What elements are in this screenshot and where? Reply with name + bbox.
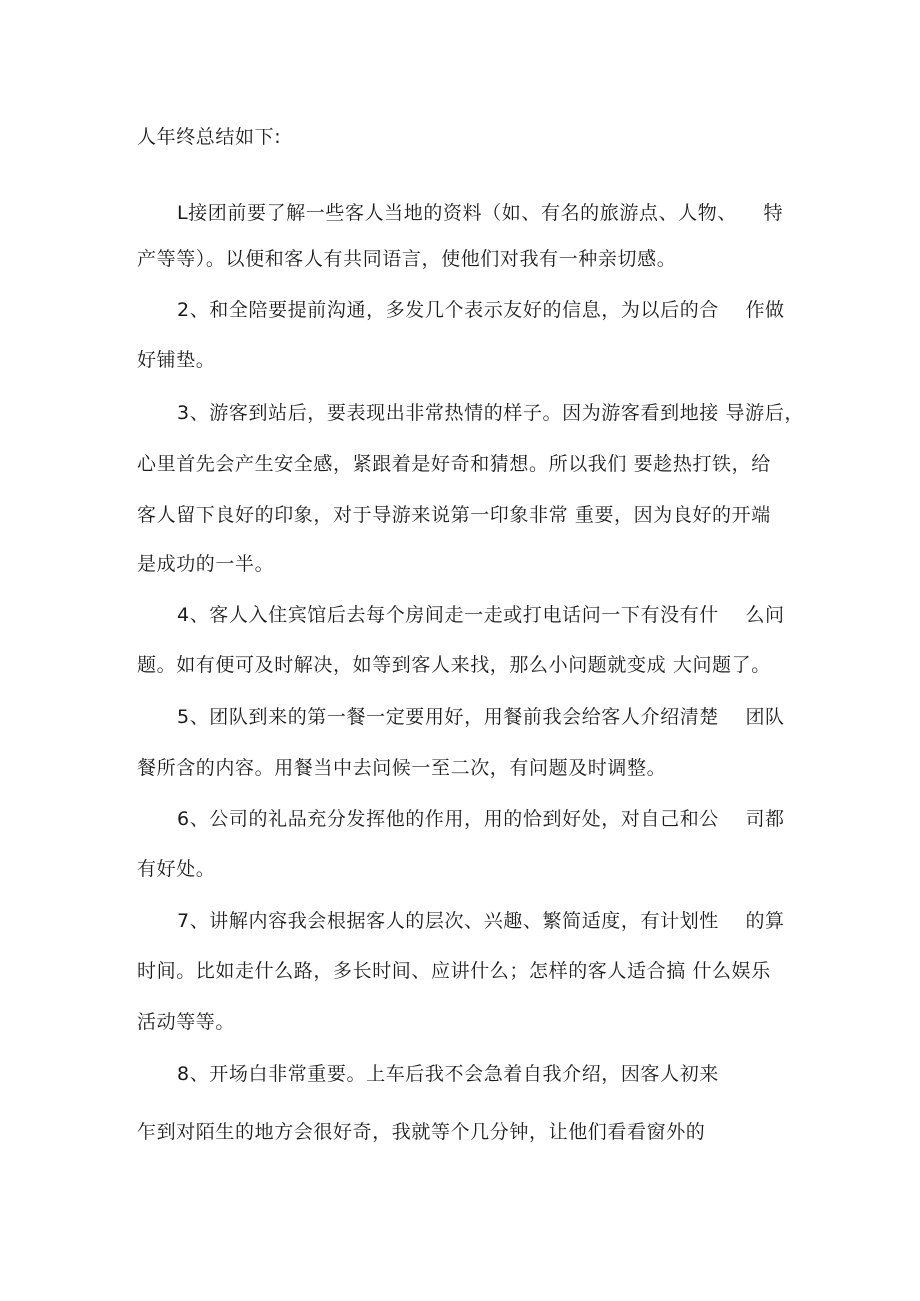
paragraph-line: 题。如有便可及时解决，如等到客人来找，那么小问题就变成 大问题了。 xyxy=(137,654,771,676)
paragraph-line: 时间。比如走什么路，多长时间、应讲什么；怎样的客人适合搞 什么娱乐 xyxy=(137,960,771,982)
paragraph-line: 乍到对陌生的地方会很好奇，我就等个几分钟，让他们看看窗外的 xyxy=(137,1121,706,1143)
paragraph-line: 6、公司的礼品充分发挥他的作用，用的恰到好处，对自己和公 司都 xyxy=(177,808,785,830)
paragraph-line: 2、和全陪要提前沟通，多发几个表示友好的信息，为以后的合 作做 xyxy=(177,299,785,321)
paragraph-line: 有好处。 xyxy=(137,858,216,880)
paragraph-line: 5、团队到来的第一餐一定要用好，用餐前我会给客人介绍清楚 团队 xyxy=(177,706,785,728)
paragraph-line: 8、开场白非常重要。上车后我不会急着自我介绍，因客人初来 xyxy=(177,1063,719,1085)
paragraph-line: 7、讲解内容我会根据客人的层次、兴趣、繁简适度，有计划性 的算 xyxy=(177,910,785,932)
paragraph-line: 活动等等。 xyxy=(137,1011,236,1033)
paragraph-line: 产等等）。以便和客人有共同语言，使他们对我有一种亲切感。 xyxy=(137,248,677,270)
paragraph-line: 好铺垫。 xyxy=(137,349,216,371)
paragraph-line: 心里首先会产生安全感，紧跟着是好奇和猜想。所以我们 要趁热打铁，给 xyxy=(137,453,771,475)
document-heading: 人年终总结如下: xyxy=(137,126,282,148)
paragraph-line: 餐所含的内容。用餐当中去问候一至二次，有问题及时调整。 xyxy=(137,757,667,779)
paragraph-line: 客人留下良好的印象，对于导游来说第一印象非常 重要，因为良好的开端 xyxy=(137,504,771,526)
paragraph-line: 是成功的一半。 xyxy=(137,553,275,575)
paragraph-line: L接团前要了解一些客人当地的资料（如、有名的旅游点、人物、 特 xyxy=(177,202,784,224)
paragraph-line: 4、客人入住宾馆后去每个房间走一走或打电话问一下有没有什 么问 xyxy=(177,604,785,626)
paragraph-line: 3、游客到站后，要表现出非常热情的样子。因为游客看到地接 导游后， xyxy=(177,402,804,424)
